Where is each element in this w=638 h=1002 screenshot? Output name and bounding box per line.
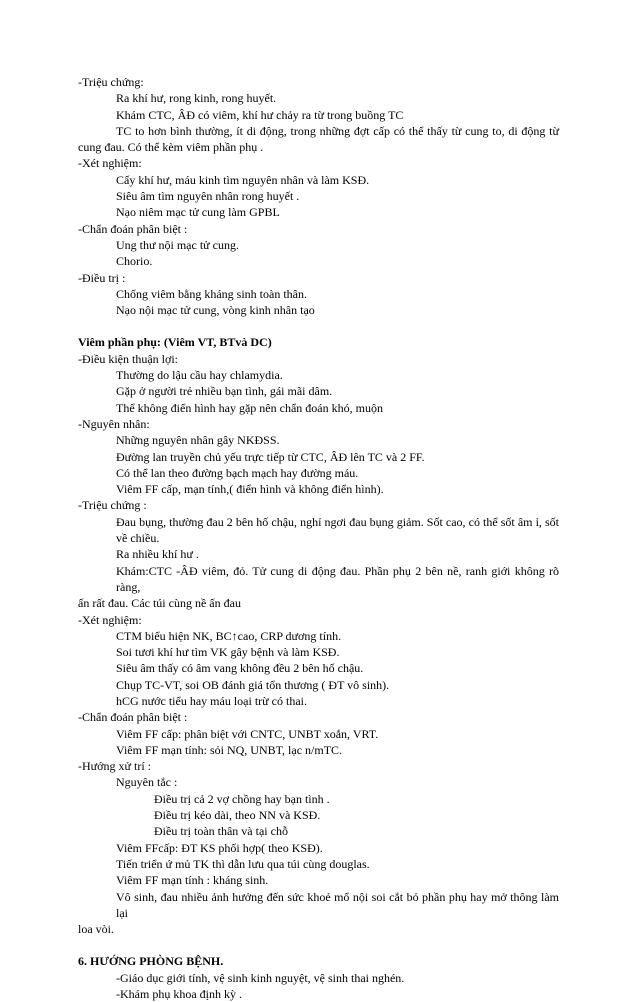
section-heading: Viêm phần phụ: (Viêm VT, BTvà DC) xyxy=(78,335,272,350)
text-line: Viêm FF mạn tính : kháng sinh. xyxy=(116,873,269,888)
text-line: Có thể lan theo đường bạch mạch hay đường máu. xyxy=(116,465,359,480)
text-line: TC to hơn bình thường, ít di động, trong những đợt cấp có thể thấy từ cung to, di động từ xyxy=(116,123,559,138)
section-label: -Triệu chứng: xyxy=(78,75,144,89)
text-line: Soi tươi khí hư tìm VK gây bệnh và làm KSĐ. xyxy=(116,645,340,660)
text-line: Tiến triển ứ mủ TK thì dẫn lưu qua túi cùng douglas. xyxy=(116,856,370,871)
text-line: Chụp TC-VT, soi OB đánh giá tổn thương ( ĐT vô sinh). xyxy=(116,677,390,692)
text-line: Nạo nội mạc tử cung, vòng kinh nhân tạo xyxy=(116,303,315,318)
text-line: Gặp ở người trẻ nhiều bạn tình, gái mãi dâm. xyxy=(116,384,333,399)
text-line: Khám:CTC -ÂĐ viêm, đỏ. Tử cung di động đau. Phần phụ 2 bên nề, ranh giới không rõ ràng, xyxy=(116,563,559,594)
text-line: Điều trị toàn thân và tại chỗ xyxy=(154,824,288,839)
text-line: Thể không điển hình hay gặp nên chẩn đoán khó, muộn xyxy=(116,400,383,415)
section-label: -Điều trị : xyxy=(78,270,126,285)
section-label: -Xét nghiệm: xyxy=(78,612,142,627)
section-label: -Triệu chứng : xyxy=(78,498,147,513)
section-label: -Nguyên nhân: xyxy=(78,416,150,431)
text-line: hCG nước tiểu hay máu loại trừ có thai. xyxy=(116,693,307,708)
section-label: -Điều kiện thuận lợi: xyxy=(78,351,178,366)
section-label: -Chẩn đoán phân biệt : xyxy=(78,710,188,725)
text-line: Ra khí hư, rong kinh, rong huyết. xyxy=(116,91,277,106)
text-line: Siêu âm thấy có âm vang không đều 2 bên hố chậu. xyxy=(116,661,364,676)
text-line: loa vòi. xyxy=(78,922,114,937)
text-line: Chống viêm bằng kháng sinh toàn thân. xyxy=(116,286,307,301)
text-line: ấn rất đau. Các túi cùng nề ấn đau xyxy=(78,596,241,611)
text-line: -Giáo dục giới tính, vệ sinh kinh nguyệt, vệ sinh thai nghén. xyxy=(116,970,405,985)
text-line: Ra nhiều khí hư . xyxy=(116,547,199,562)
section-label: -Xét nghiệm: xyxy=(78,156,142,171)
text-line: Cấy khí hư, máu kinh tìm nguyên nhân và làm KSĐ. xyxy=(116,172,370,187)
text-line: về chiều. xyxy=(116,531,160,546)
text-line: Vô sinh, đau nhiều ảnh hưởng đến sức khoẻ mổ nội soi cắt bỏ phần phụ hay mở thông làm lại xyxy=(116,889,559,920)
spacer xyxy=(78,937,559,953)
text-line: Điều trị kéo dài, theo NN và KSĐ. xyxy=(154,808,321,823)
text-line: Ung thư nội mạc tử cung. xyxy=(116,237,239,252)
spacer xyxy=(78,318,559,334)
text-line: Viêm FF cấp: phân biệt với CNTC, UNBT xoắn, VRT. xyxy=(116,726,379,741)
text-line: Viêm FF cấp, mạn tính,( điển hình và không điển hình). xyxy=(116,482,384,497)
text-line: Điều trị cả 2 vợ chồng hay bạn tình . xyxy=(154,791,330,806)
text-line: Siêu âm tìm nguyên nhân rong huyết . xyxy=(116,189,300,204)
text-line: Đường lan truyền chủ yếu trực tiếp từ CTC, ÂĐ lên TC và 2 FF. xyxy=(116,449,425,464)
text-line: Đau bụng, thường đau 2 bên hố chậu, nghỉ ngơi đau bụng giảm. Sốt cao, có thể sốt âm ỉ, sốt xyxy=(116,514,559,529)
text-line: cung đau. Có thể kèm viêm phần phụ . xyxy=(78,140,264,155)
text-line: Chorio. xyxy=(116,254,153,269)
document-body xyxy=(78,74,559,1002)
text-line: Nạo niêm mạc tử cung làm GPBL xyxy=(116,205,280,220)
text-line: Những nguyên nhân gây NKĐSS. xyxy=(116,433,280,448)
text-line: Khám CTC, ÂĐ có viêm, khí hư chảy ra từ trong buồng TC xyxy=(116,107,404,122)
section-label: -Hướng xử trí : xyxy=(78,759,152,774)
text-line: Thường do lậu cầu hay chlamydia. xyxy=(116,368,283,383)
text-line: Viêm FF mạn tính: sỏi NQ, UNBT, lạc n/mTC. xyxy=(116,742,343,757)
text-line: CTM biểu hiện NK, BC↑cao, CRP dương tính. xyxy=(116,628,342,643)
text-line: Nguyên tắc : xyxy=(116,775,178,790)
text-line: -Khám phụ khoa định kỳ . xyxy=(116,987,242,1002)
text-line: Viêm FFcấp: ĐT KS phối hợp( theo KSĐ). xyxy=(116,840,323,855)
section-heading: 6. HƯỚNG PHÒNG BỆNH. xyxy=(78,954,224,969)
section-label: -Chẩn đoán phân biệt : xyxy=(78,221,188,236)
